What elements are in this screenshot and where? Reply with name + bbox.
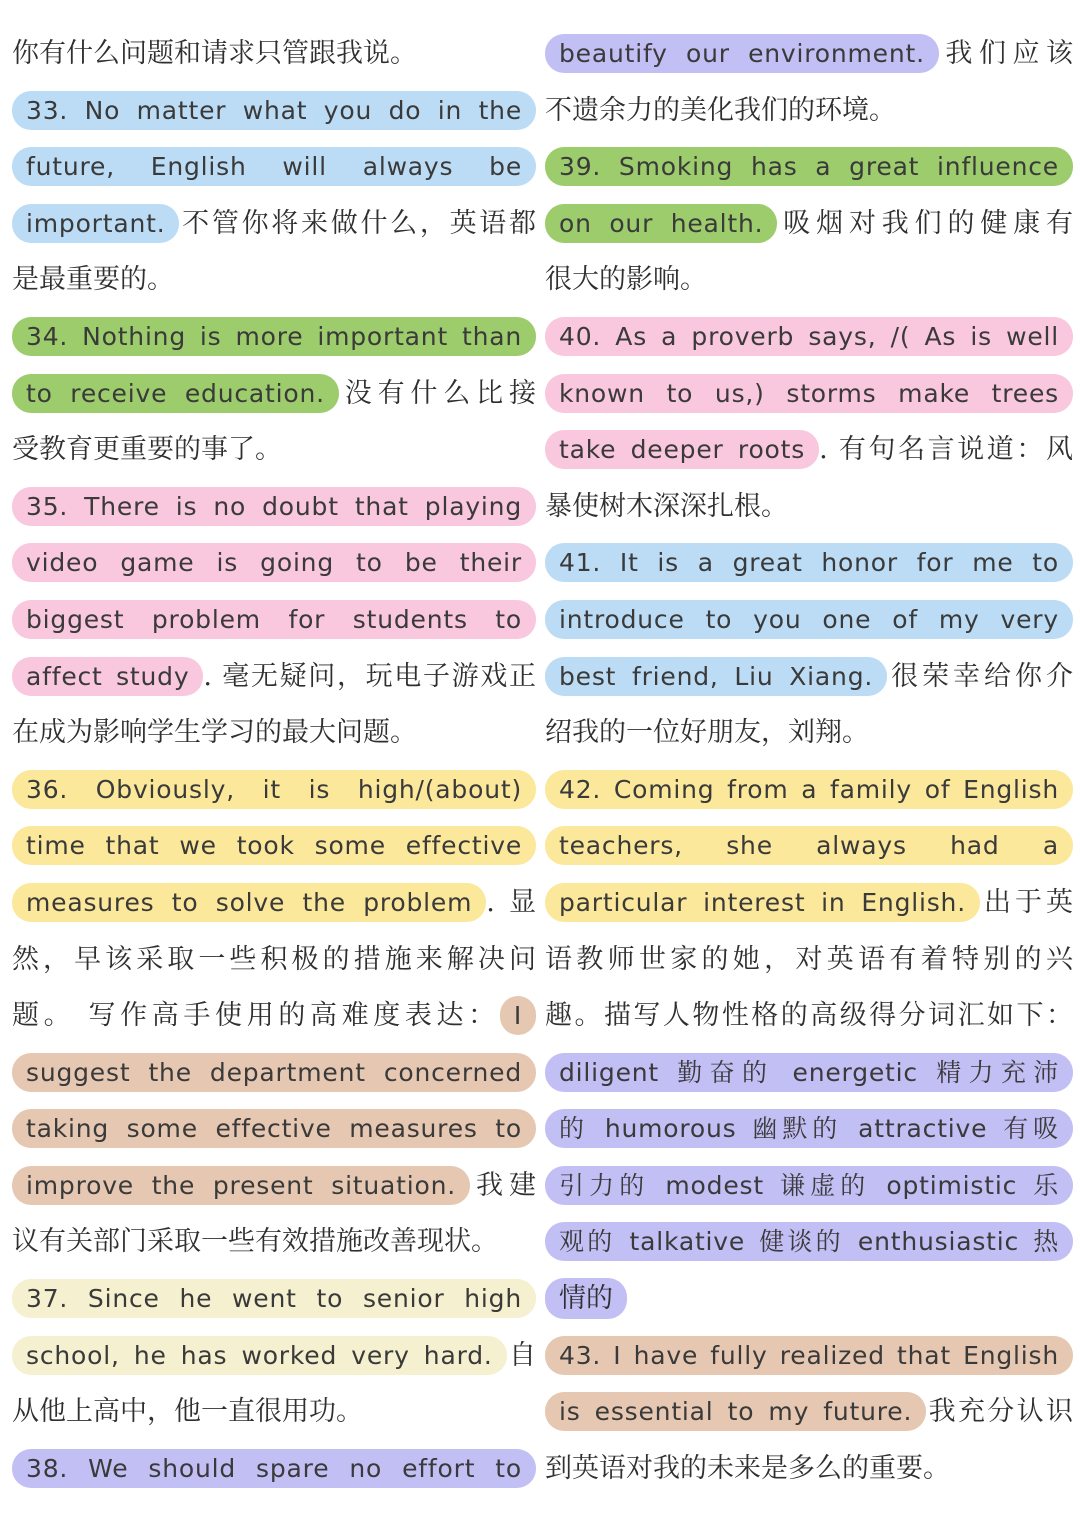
- text-line: [12, 309, 536, 366]
- translation-text: 出于英: [979, 886, 1073, 918]
- highlighted-sentence-fragment: suggest the department concerned: [12, 1053, 536, 1092]
- highlighted-sentence-fragment: video game is going to be their: [12, 543, 536, 582]
- text-line: [12, 1441, 536, 1498]
- text-line: [545, 932, 1073, 989]
- highlighted-sentence-fragment: take deeper roots: [545, 430, 819, 469]
- text-line: [545, 762, 1073, 819]
- text-line: [12, 1158, 536, 1215]
- text-line: [545, 83, 1073, 140]
- text-line: [12, 762, 536, 819]
- highlighted-sentence-fragment: 43. I have fully realized that English: [545, 1336, 1073, 1375]
- highlighted-sentence-fragment: diligent 勤奋的 energetic 精力充沛: [545, 1053, 1073, 1092]
- translation-text: 议有关部门采取一些有效措施改善现状。: [12, 1226, 498, 1258]
- highlighted-sentence-fragment: best friend, Liu Xiang.: [545, 657, 887, 696]
- text-line: [12, 1271, 536, 1328]
- highlighted-sentence-fragment: future, English will always be: [12, 147, 536, 186]
- text-line: [545, 1328, 1073, 1385]
- highlighted-sentence-fragment: important.: [12, 204, 179, 243]
- text-line: [545, 422, 1073, 479]
- translation-text: 然，早该采取一些积极的措施来解决问: [12, 943, 536, 975]
- text-line: [12, 252, 536, 309]
- translation-text: 受教育更重要的事了。: [12, 434, 282, 466]
- translation-text: . 有句名言说道：风: [819, 434, 1073, 466]
- translation-text: 趣。描写人物性格的高级得分词汇如下：: [545, 1000, 1073, 1032]
- text-line: [545, 592, 1073, 649]
- translation-text: 到英语对我的未来是多么的重要。: [545, 1452, 950, 1484]
- text-line: [12, 705, 536, 762]
- text-line: [545, 705, 1073, 762]
- highlighted-sentence-fragment: 33. No matter what you do in the: [12, 91, 536, 130]
- right-column: [545, 26, 1073, 1497]
- highlighted-sentence-fragment: to receive education.: [12, 374, 339, 413]
- highlighted-sentence-fragment: taking some effective measures to: [12, 1109, 536, 1148]
- translation-text: 不遗余力的美化我们的环境。: [545, 94, 896, 126]
- text-line: [12, 196, 536, 253]
- highlighted-sentence-fragment: teachers, she always had a: [545, 826, 1073, 865]
- highlighted-sentence-fragment: introduce to you one of my very: [545, 600, 1073, 639]
- highlighted-sentence-fragment: beautify our environment.: [545, 34, 939, 73]
- text-line: [12, 1101, 536, 1158]
- highlighted-sentence-fragment: 41. It is a great honor for me to: [545, 543, 1073, 582]
- translation-text: 在成为影响学生学习的最大问题。: [12, 717, 417, 749]
- text-line: [12, 1384, 536, 1441]
- text-line: [12, 932, 536, 989]
- highlighted-sentence-fragment: 38. We should spare no effort to: [12, 1449, 536, 1488]
- text-line: [545, 875, 1073, 932]
- highlighted-sentence-fragment: 42. Coming from a family of English: [545, 770, 1073, 809]
- text-line: [545, 252, 1073, 309]
- text-line: [545, 1214, 1073, 1271]
- text-line: [545, 1101, 1073, 1158]
- text-line: [12, 875, 536, 932]
- text-line: [545, 535, 1073, 592]
- translation-text: . 显: [486, 886, 536, 918]
- text-line: [12, 26, 536, 83]
- text-line: [545, 479, 1073, 536]
- text-line: [545, 196, 1073, 253]
- translation-text: 题。 写作高手使用的高难度表达：: [12, 1000, 500, 1032]
- text-line: [12, 535, 536, 592]
- text-line: [545, 988, 1073, 1045]
- translation-text: 很大的影响。: [545, 264, 707, 296]
- translation-text: 绍我的一位好朋友，刘翔。: [545, 717, 869, 749]
- translation-text: 暴使树木深深扎根。: [545, 490, 788, 522]
- text-line: [545, 26, 1073, 83]
- text-line: [12, 988, 536, 1045]
- highlighted-sentence-fragment: 36. Obviously, it is high/(about): [12, 770, 536, 809]
- highlighted-sentence-fragment: 情的: [545, 1278, 627, 1319]
- text-line: [545, 1384, 1073, 1441]
- translation-text: 我充分认识: [926, 1396, 1073, 1428]
- text-line: [12, 1045, 536, 1102]
- translation-text: 你有什么问题和请求只管跟我说。: [12, 38, 417, 69]
- highlighted-sentence-fragment: 观的 talkative 健谈的 enthusiastic 热: [545, 1222, 1073, 1261]
- text-line: [12, 592, 536, 649]
- translation-text: 自: [506, 1339, 536, 1371]
- text-line: [545, 1045, 1073, 1102]
- text-line: [12, 818, 536, 875]
- translation-text: 是最重要的。: [12, 264, 174, 296]
- translation-text: 语教师世家的她，对英语有着特别的兴: [545, 943, 1073, 975]
- translation-text: 我建: [470, 1169, 536, 1201]
- highlighted-sentence-fragment: known to us,) storms make trees: [545, 374, 1073, 413]
- text-line: [545, 366, 1073, 423]
- translation-text: 从他上高中，他一直很用功。: [12, 1396, 363, 1428]
- highlighted-sentence-fragment: school, he has worked very hard.: [12, 1336, 507, 1375]
- highlighted-sentence-fragment: time that we took some effective: [12, 826, 536, 865]
- highlighted-sentence-fragment: 的 humorous 幽默的 attractive 有吸: [545, 1109, 1073, 1148]
- translation-text: 吸烟对我们的健康有: [777, 207, 1073, 239]
- text-line: [545, 309, 1073, 366]
- translation-text: 没有什么比接: [338, 377, 536, 409]
- highlighted-sentence-fragment: is essential to my future.: [545, 1392, 926, 1431]
- text-line: [12, 649, 536, 706]
- highlighted-sentence-fragment: 37. Since he went to senior high: [12, 1279, 536, 1318]
- left-column: [12, 26, 536, 1497]
- highlighted-sentence-fragment: particular interest in English.: [545, 883, 980, 922]
- text-line: [545, 1441, 1073, 1498]
- text-line: [12, 83, 536, 140]
- text-line: [545, 818, 1073, 875]
- highlighted-sentence-fragment: I: [500, 996, 536, 1035]
- text-line: [545, 1158, 1073, 1215]
- highlighted-sentence-fragment: 34. Nothing is more important than: [12, 317, 536, 356]
- translation-text: 很荣幸给你介: [887, 660, 1073, 692]
- translation-text: 我们应该: [938, 38, 1073, 69]
- translation-text: 不管你将来做什么，英语都: [179, 207, 536, 239]
- highlighted-sentence-fragment: 40. As a proverb says, /( As is well: [545, 317, 1073, 356]
- text-line: [12, 479, 536, 536]
- highlighted-sentence-fragment: affect study: [12, 657, 203, 696]
- highlighted-sentence-fragment: 引力的 modest 谦虚的 optimistic 乐: [545, 1166, 1073, 1205]
- highlighted-sentence-fragment: on our health.: [545, 204, 777, 243]
- highlighted-sentence-fragment: improve the present situation.: [12, 1166, 470, 1205]
- text-line: [545, 139, 1073, 196]
- highlighted-sentence-fragment: biggest problem for students to: [12, 600, 536, 639]
- text-line: [12, 366, 536, 423]
- highlighted-sentence-fragment: 35. There is no doubt that playing: [12, 487, 536, 526]
- translation-text: . 毫无疑问，玩电子游戏正: [203, 660, 536, 692]
- highlighted-sentence-fragment: 39. Smoking has a great influence: [545, 147, 1073, 186]
- highlighted-sentence-fragment: measures to solve the problem: [12, 883, 486, 922]
- text-line: [12, 1214, 536, 1271]
- text-line: [545, 649, 1073, 706]
- text-line: [12, 1328, 536, 1385]
- text-line: [12, 139, 536, 196]
- text-line: [545, 1271, 1073, 1328]
- text-line: [12, 422, 536, 479]
